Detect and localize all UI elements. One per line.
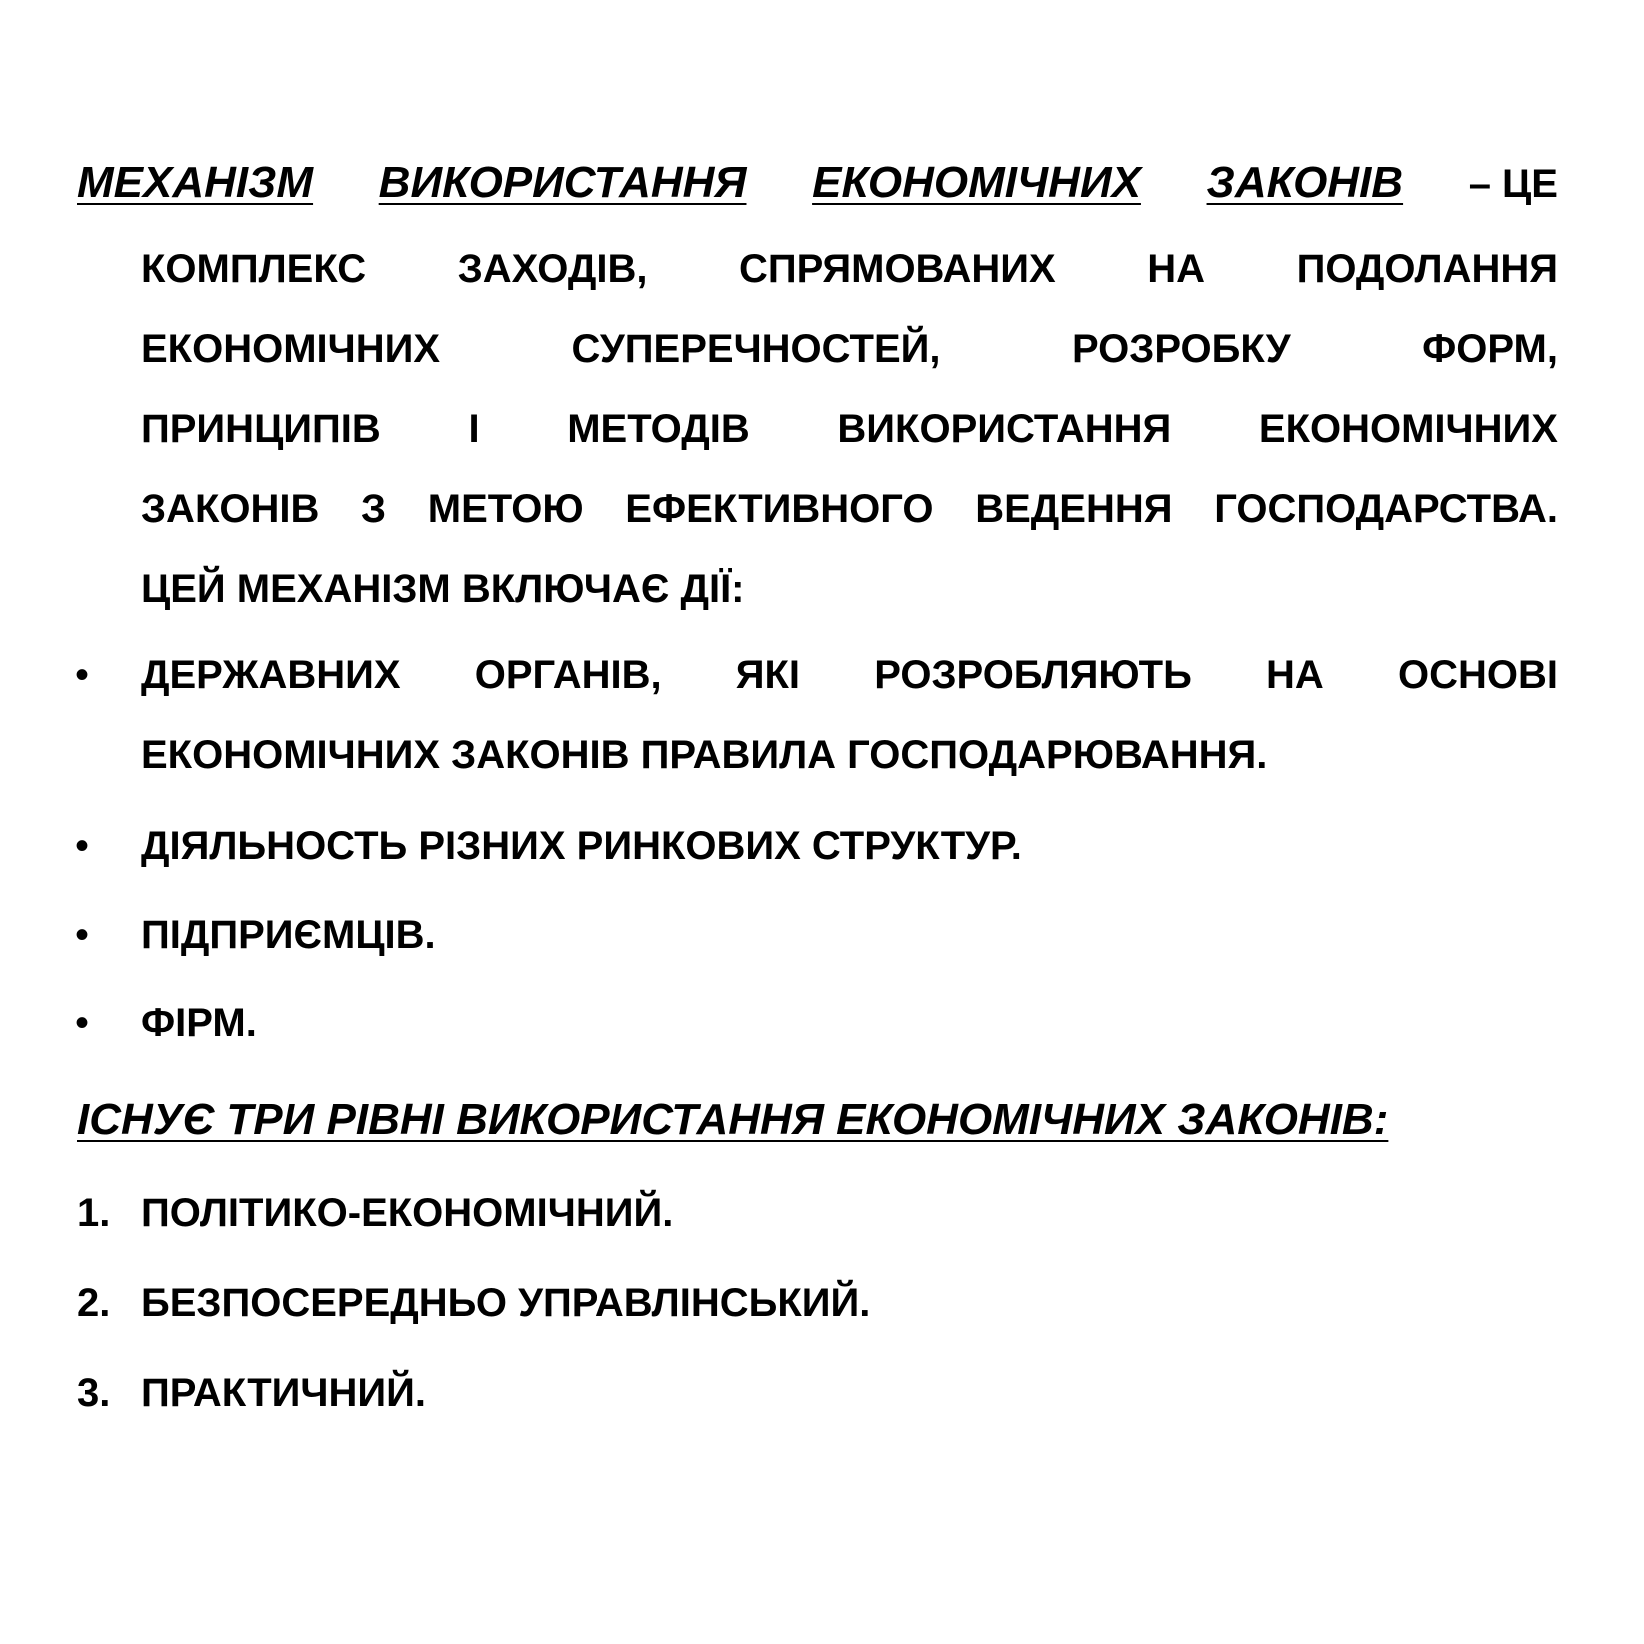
word: ЗАХОДІВ,: [457, 247, 648, 291]
definition-line-4: [141, 486, 1558, 532]
word: ЕКОНОМІЧНИХ: [141, 327, 441, 371]
definition-dash: – ЦЕ: [1468, 162, 1558, 206]
bullet-icon: •: [75, 913, 90, 957]
word: ПРИНЦИПІВ: [141, 407, 381, 451]
levels-heading: ІСНУЄ ТРИ РІВНІ ВИКОРИСТАННЯ ЕКОНОМІЧНИХ ЗАКОНІВ:: [77, 1095, 1389, 1144]
term-usage: ВИКОРИСТАННЯ: [378, 158, 747, 207]
word: ЕФЕКТИВНОГО: [625, 487, 934, 531]
word: ЯКІ: [735, 653, 801, 697]
term-mechanism: МЕХАНІЗМ: [77, 158, 314, 207]
term-economic: ЕКОНОМІЧНИХ: [812, 158, 1141, 207]
bullet-item-2: ДІЯЛЬНОСТЬ РІЗНИХ РИНКОВИХ СТРУКТУР.: [141, 824, 1022, 868]
word: СПРЯМОВАНИХ: [739, 247, 1056, 291]
levels-number-1: 1.: [77, 1191, 111, 1235]
word: ОРГАНІВ,: [474, 653, 662, 697]
word: ЗАКОНІВ: [141, 487, 320, 531]
levels-item-2: БЕЗПОСЕРЕДНЬО УПРАВЛІНСЬКИЙ.: [141, 1281, 871, 1325]
levels-number-2: 2.: [77, 1281, 111, 1325]
word: НА: [1147, 247, 1205, 291]
bullet-item-4: ФІРМ.: [141, 1001, 257, 1045]
definition-last-line: ЦЕЙ МЕХАНІЗМ ВКЛЮЧАЄ ДІЇ:: [141, 567, 745, 611]
word: ПОДОЛАННЯ: [1296, 247, 1558, 291]
term-laws: ЗАКОНІВ: [1206, 158, 1404, 207]
word: ОСНОВІ: [1397, 653, 1558, 697]
word: РОЗРОБЛЯЮТЬ: [874, 653, 1192, 697]
word: ДЕРЖАВНИХ: [141, 653, 401, 697]
bullet-icon: •: [75, 824, 90, 868]
bullet-icon: •: [75, 653, 90, 697]
word: ВИКОРИСТАННЯ: [837, 407, 1172, 451]
bullet-item-3: ПІДПРИЄМЦІВ.: [141, 913, 436, 957]
word: ЕКОНОМІЧНИХ: [1258, 407, 1558, 451]
word: ФОРМ,: [1422, 327, 1558, 371]
word: РОЗРОБКУ: [1072, 327, 1291, 371]
definition-line-1: [141, 246, 1558, 292]
definition-title-line: [77, 160, 1558, 207]
word: КОМПЛЕКС: [141, 247, 367, 291]
bullet-icon: •: [75, 1001, 90, 1045]
word: СУПЕРЕЧНОСТЕЙ,: [571, 327, 941, 371]
levels-item-1: ПОЛІТИКО-ЕКОНОМІЧНИЙ.: [141, 1191, 674, 1235]
bullet-item-1-line-2: ЕКОНОМІЧНИХ ЗАКОНІВ ПРАВИЛА ГОСПОДАРЮВАННЯ.: [141, 733, 1268, 777]
word: НА: [1266, 653, 1324, 697]
word: З: [361, 487, 387, 531]
word: МЕТОДІВ: [567, 407, 750, 451]
levels-item-3: ПРАКТИЧНИЙ.: [141, 1371, 426, 1415]
definition-line-2: [141, 326, 1558, 372]
levels-number-3: 3.: [77, 1371, 111, 1415]
word: ГОСПОДАРСТВА.: [1214, 487, 1558, 531]
word: МЕТОЮ: [427, 487, 584, 531]
bullet-item-1-line-1: [141, 652, 1558, 698]
definition-line-3: [141, 406, 1558, 452]
word: І: [468, 407, 480, 451]
word: ВЕДЕННЯ: [975, 487, 1173, 531]
